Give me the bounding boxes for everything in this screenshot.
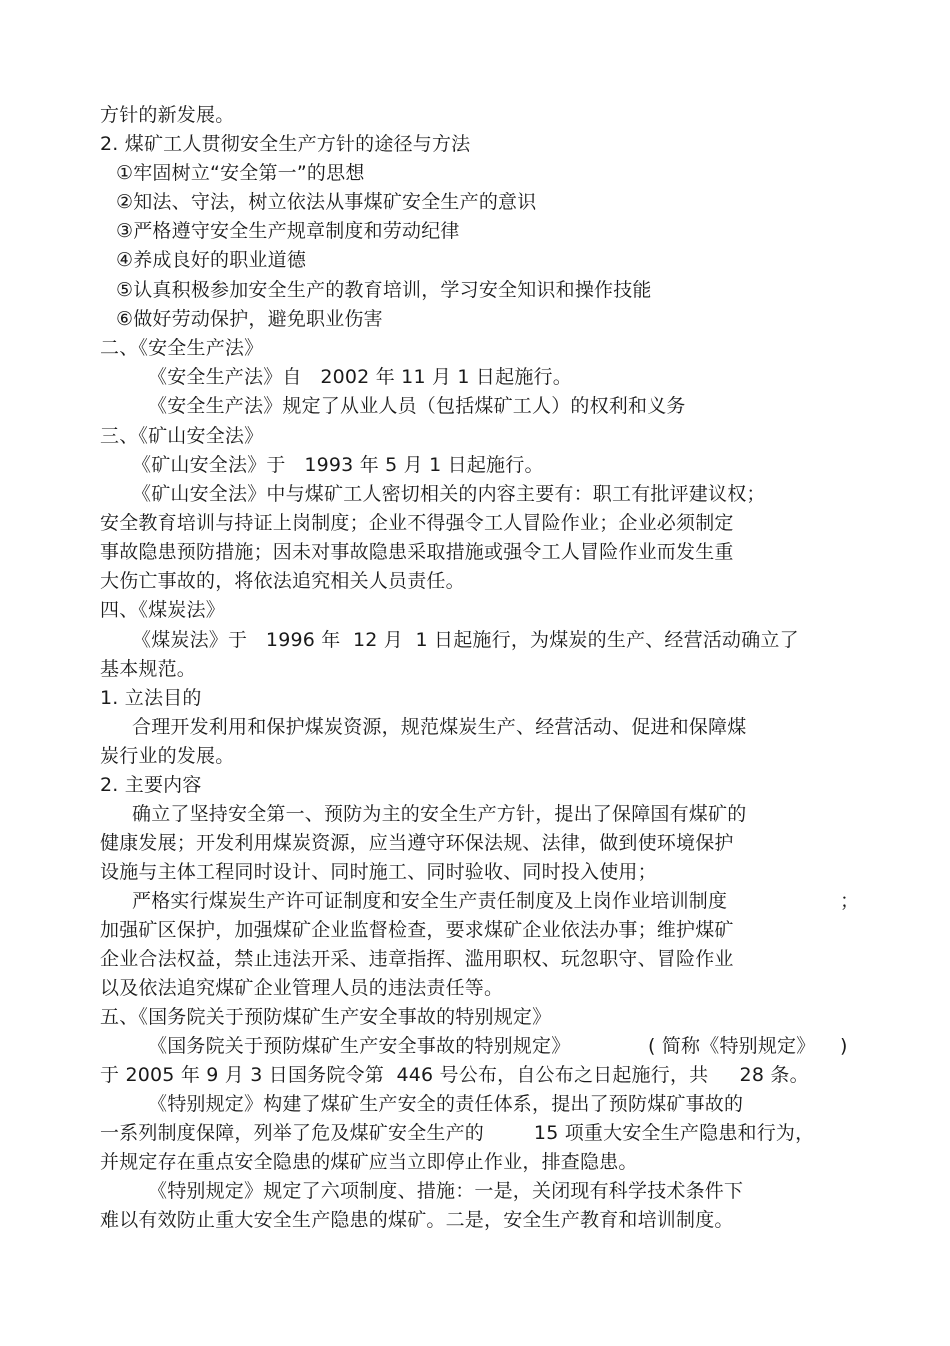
- text-line: 设施与主体工程同时设计、同时施工、同时验收、同时投入使用；: [100, 861, 657, 883]
- text-line: 炭行业的发展。: [100, 745, 235, 767]
- list-item: ④养成良好的职业道德: [116, 249, 307, 271]
- text-line: ): [840, 1035, 848, 1057]
- section-heading: 二、《安全生产法》: [100, 337, 264, 359]
- text-line: 《特别规定》规定了六项制度、措施：一是，关闭现有科学技术条件下: [148, 1180, 744, 1202]
- text-line: 基本规范。: [100, 658, 197, 680]
- text-line: 难以有效防止重大安全生产隐患的煤矿。二是，安全生产教育和培训制度。: [100, 1209, 734, 1231]
- text-line: 企业合法权益，禁止违法开采、违章指挥、滥用职权、玩忽职守、冒险作业: [100, 948, 734, 970]
- list-item: ②知法、守法，树立依法从事煤矿安全生产的意识: [116, 191, 537, 213]
- text-line: 合理开发利用和保护煤炭资源，规范煤炭生产、经营活动、促进和保障煤: [132, 716, 747, 738]
- text-line: 事故隐患预防措施；因未对事故隐患采取措施或强令工人冒险作业而发生重: [100, 541, 734, 563]
- text-line: 《特别规定》构建了煤矿生产安全的责任体系，提出了预防煤矿事故的: [148, 1093, 744, 1115]
- section-heading: 2. 煤矿工人贯彻安全生产方针的途径与方法: [100, 133, 471, 155]
- text-line: 严格实行煤炭生产许可证制度和安全生产责任制度及上岗作业培训制度: [132, 890, 728, 912]
- text-line: 方针的新发展。: [100, 104, 235, 126]
- text-line: 于 2005 年 9 月 3 日国务院令第 446 号公布，自公布之日起施行，共 28 条。: [100, 1064, 809, 1086]
- list-item: ③严格遵守安全生产规章制度和劳动纪律: [116, 220, 460, 242]
- section-heading: 四、《煤炭法》: [100, 599, 225, 621]
- text-line: 加强矿区保护，加强煤矿企业监督检查，要求煤矿企业依法办事；维护煤矿: [100, 919, 734, 941]
- text-line: 《矿山安全法》于 1993 年 5 月 1 日起施行。: [132, 454, 544, 476]
- list-item: ⑥做好劳动保护，避免职业伤害: [116, 308, 383, 330]
- section-heading: 1. 立法目的: [100, 687, 202, 709]
- section-heading: 五、《国务院关于预防煤矿生产安全事故的特别规定》: [100, 1006, 552, 1028]
- text-line: 一系列制度保障，列举了危及煤矿安全生产的 15 项重大安全生产隐患和行为，: [100, 1122, 815, 1144]
- list-item: ⑤认真积极参加安全生产的教育培训，学习安全知识和操作技能: [116, 279, 652, 301]
- list-item: ①牢固树立“安全第一”的思想: [116, 162, 365, 184]
- section-heading: 2. 主要内容: [100, 774, 202, 796]
- text-line: 《安全生产法》自 2002 年 11 月 1 日起施行。: [148, 366, 572, 388]
- text-line: ；: [840, 890, 860, 912]
- text-line: 《矿山安全法》中与煤矿工人密切相关的内容主要有：职工有批评建议权；: [132, 483, 766, 505]
- text-line: 《国务院关于预防煤矿生产安全事故的特别规定》: [148, 1035, 571, 1057]
- text-line: 大伤亡事故的，将依法追究相关人员责任。: [100, 570, 465, 592]
- text-line: 《煤炭法》于 1996 年 12 月 1 日起施行，为煤炭的生产、经营活动确立了: [132, 629, 799, 651]
- text-line: ( 简称《特别规定》: [648, 1035, 816, 1057]
- text-line: 《安全生产法》规定了从业人员（包括煤矿工人）的权利和义务: [148, 395, 686, 417]
- text-line: 安全教育培训与持证上岗制度；企业不得强令工人冒险作业；企业必须制定: [100, 512, 734, 534]
- section-heading: 三、《矿山安全法》: [100, 425, 264, 447]
- text-line: 健康发展；开发利用煤炭资源，应当遵守环保法规、法律，做到使环境保护: [100, 832, 734, 854]
- text-line: 并规定存在重点安全隐患的煤矿应当立即停止作业，排查隐患。: [100, 1151, 638, 1173]
- text-line: 以及依法追究煤矿企业管理人员的违法责任等。: [100, 977, 504, 999]
- text-line: 确立了坚持安全第一、预防为主的安全生产方针，提出了保障国有煤矿的: [132, 803, 747, 825]
